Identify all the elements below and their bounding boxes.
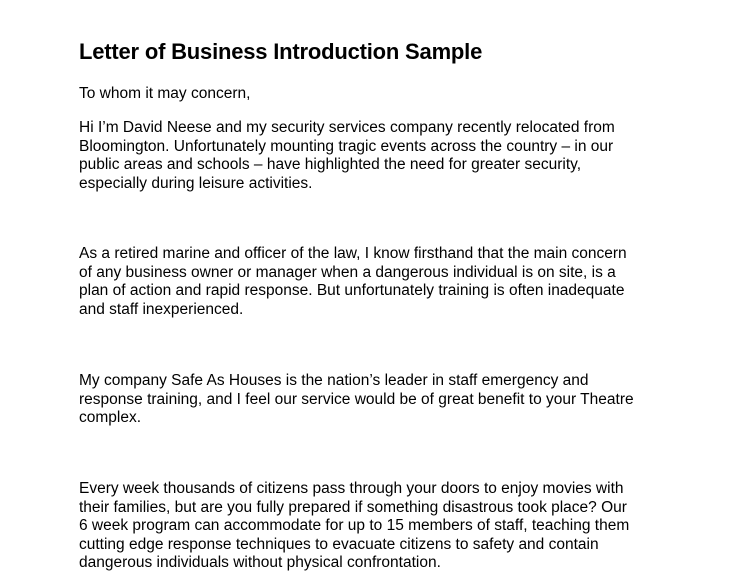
paragraph-line: complex. [79,409,142,426]
paragraph-line: their families, but are you fully prepared if something disastrous took place? Our [79,498,627,516]
salutation: To whom it may concern, [79,85,251,102]
document-title: Letter of Business Introduction Sample [79,39,483,64]
paragraph-introduction [79,119,719,193]
paragraph-line: Bloomington. Unfortunately mounting tragic events across the country – in our [79,137,614,155]
paragraph-line: plan of action and rapid response. But unfortunately training is often inadequate [79,282,625,299]
paragraph-line: and staff inexperienced. [79,300,244,318]
paragraph-line: response training, and I feel our service would be of great benefit to your Theatre [79,390,634,408]
paragraph-line: 6 week program can accommodate for up to 15 members of staff, teaching them [79,517,630,534]
paragraph-line: of any business owner or manager when a dangerous individual is on site, is a [79,263,616,281]
paragraph-experience [79,245,719,319]
paragraph-line: Hi I’m David Neese and my security services company recently relocated from [79,119,615,136]
paragraph-company [79,372,719,428]
paragraph-line: dangerous individuals without physical confrontation. [79,554,441,571]
paragraph-line: especially during leisure activities. [79,174,313,192]
paragraph-line: cutting edge response techniques to evacuate citizens to safety and contain [79,535,599,553]
paragraph-program [79,480,719,573]
paragraph-line: Every week thousands of citizens pass through your doors to enjoy movies with [79,480,624,497]
paragraph-line: public areas and schools – have highlighted the need for greater security, [79,156,582,173]
paragraph-line: As a retired marine and officer of the law, I know firsthand that the main concern [79,245,627,262]
paragraph-line: My company Safe As Houses is the nation’s leader in staff emergency and [79,372,589,389]
